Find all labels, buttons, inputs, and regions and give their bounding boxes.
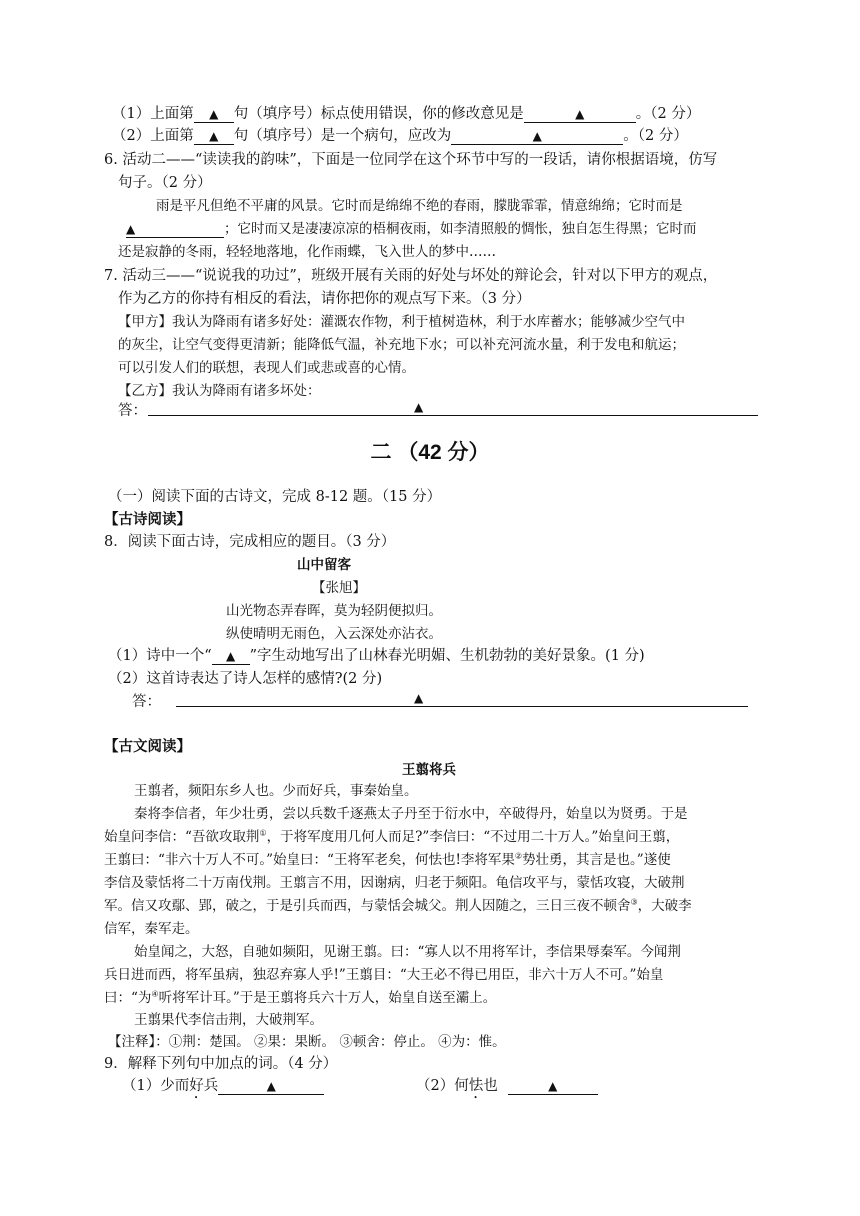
q7-jia-2: 的灰尘，让空气变得更清新；能降低气温，补充地下水；可以补充河流水量，利于发电和航运；	[118, 337, 685, 353]
poem-title: 山中留客	[297, 557, 351, 573]
q8-1-line: （1）诗中一个“ ▲ ”字生动地写出了山林春光明媚、生机勃勃的美好景象。(1 分)	[108, 648, 645, 664]
q6-line1: 6. 活动二——“读读我的韵味”，下面是一位同学在这个环节中写的一段话，请你根据语境，仿写	[104, 152, 718, 168]
q6-para-1: 雨是平凡但绝不平庸的风景。它时而是绵绵不绝的春雨，朦胧霏霏，情意绵绵；它时而是	[156, 198, 683, 214]
q9-1-blank[interactable]: ▲	[218, 1078, 324, 1095]
prose-line-1: 王翦者，频阳东乡人也。少而好兵，事秦始皇。	[134, 783, 418, 799]
poem-line-2: 纵使晴明无雨色，入云深处亦沾衣。	[226, 626, 442, 642]
q5-1-post: 。（2 分）	[635, 106, 701, 122]
prose-heading: 【古文阅读】	[104, 738, 191, 755]
q9-2-blank[interactable]: ▲	[508, 1078, 598, 1095]
q7-jia-1: 【甲方】我认为降雨有诸多好处：灌溉农作物，利于植树造林，利于水库蓄水；能够减少空气中	[118, 314, 685, 330]
q8-2-answer-mark: ▲	[414, 691, 424, 705]
q5-2-pre: （2）上面第	[112, 128, 194, 144]
q5-2-post: 。（2 分）	[623, 128, 688, 144]
q6-para-3: 还是寂静的冬雨，轻轻地落地，化作雨蝶，飞入世人的梦中……	[118, 244, 496, 260]
note-ref-4: ④	[151, 989, 159, 999]
q5-2-mid: 句（填序号）是一个病句，应改为	[233, 128, 452, 144]
q5-1-blank-fix[interactable]: ▲	[524, 106, 636, 123]
q7-line1: 7. 活动三——“说说我的功过”，班级开展有关雨的好处与坏处的辩论会，针对以下甲方的观点，	[104, 268, 718, 284]
q9-1-dotted-word: 好	[189, 1078, 204, 1094]
q5-2-blank-sentence[interactable]: ▲	[194, 128, 234, 145]
q8-2-answer-line[interactable]	[176, 706, 748, 707]
q9-line: 9．解释下列句中加点的词。（4 分）	[104, 1056, 338, 1072]
q7-answer-label: 答：	[118, 403, 147, 419]
q9-1-line: （1）少而好兵 ▲	[122, 1076, 324, 1102]
part2-intro: （一）阅读下面的古诗文，完成 8-12 题。（15 分）	[108, 489, 442, 505]
q8-2-line: （2）这首诗表达了诗人怎样的感情?(2 分)	[108, 671, 383, 687]
q6-line2: 句子。（2 分）	[118, 175, 212, 191]
prose-title: 王翦将兵	[402, 762, 456, 778]
q7-answer-line[interactable]	[148, 415, 758, 416]
poem-author: 【张旭】	[312, 580, 366, 596]
prose-line-7: 信军，秦军走。	[104, 921, 199, 937]
prose-line-9: 兵日进而西，将军虽病，独忍弃寡人乎!”王翦目：“大王必不得已用臣，非六十万人不可。”始皇	[104, 967, 664, 983]
q6-para-2: ▲ ；它时而又是凄凄凉凉的梧桐夜雨，如李清照般的惆怅，独自怎生得黑；它时而	[126, 221, 697, 237]
prose-line-4: 王翦曰：“非六十万人不可。”始皇曰：“王将军老矣，何怯也!李将军果②势壮勇，其言是也。”遂使	[104, 851, 671, 868]
q8-1-blank[interactable]: ▲	[212, 648, 250, 665]
q5-2-line	[112, 126, 688, 146]
q5-1-line	[112, 104, 700, 124]
prose-line-5: 李信及蒙恬将二十万南伐荆。王翦言不用，因谢病，归老于频阳。龟信攻平与，蒙恬攻寝，大破荆	[104, 875, 685, 891]
prose-line-11: 王翦果代李信击荆，大破荆军。	[134, 1012, 323, 1028]
q5-1-blank-sentence[interactable]: ▲	[194, 106, 234, 123]
q5-1-mid: 句（填序号）标点使用错误，你的修改意见是	[233, 106, 524, 122]
q7-jia-3: 可以引发人们的联想，表现人们或悲或喜的心情。	[118, 360, 415, 376]
prose-line-2: 秦将李信者，年少壮勇，尝以兵数千逐燕太子丹至于衍水中，卒破得丹，始皇以为贤勇。于是	[134, 806, 688, 822]
q7-answer-mark: ▲	[414, 400, 424, 414]
q9-2-line: （2）何怯也 ▲	[416, 1076, 598, 1102]
q5-1-pre: （1）上面第	[112, 106, 194, 122]
q5-2-blank-fix[interactable]: ▲	[451, 128, 623, 145]
note-ref-2: ②	[514, 851, 523, 861]
note-ref-3: ③	[630, 897, 638, 907]
q8-2-answer-label: 答：	[132, 694, 161, 710]
note-ref-1: ①	[259, 828, 267, 838]
q9-2-dotted-word: 怯	[468, 1078, 484, 1094]
prose-line-6: 军。信又攻鄢、郢，破之，于是引兵而西，与蒙恬会城父。荆人因随之，三日三夜不顿舍③，大破李	[104, 897, 692, 914]
section-title: 二 （42 分）	[370, 441, 490, 464]
q7-line2: 作为乙方的你持有相反的看法，请你把你的观点写下来。（3 分）	[118, 291, 531, 307]
q7-yi: 【乙方】我认为降雨有诸多坏处：	[118, 383, 321, 399]
prose-line-8: 始皇闻之，大怒，自驰如频阳，见谢王翦。曰：“寡人以不用将军计，李信果辱秦军。今闻荆	[134, 944, 681, 960]
prose-line-10: 曰：“为④听将军计耳。”于是王翦将兵六十万人，始皇自送至灞上。	[104, 989, 497, 1006]
poem-line-1: 山光物态弄春晖，莫为轻阴便拟归。	[226, 603, 442, 619]
notes: 【注释】：①荆：楚国。 ②果：果断。 ③顿舍：停止。 ④为：惟。	[108, 1034, 506, 1050]
q8-line: 8．阅读下面古诗，完成相应的题目。（3 分）	[104, 534, 396, 550]
poem-heading: 【古诗阅读】	[104, 511, 191, 528]
q6-imitation-blank[interactable]: ▲	[126, 221, 224, 238]
prose-line-3: 始皇问李信：“吾欲攻取荆①，于将军度用几何人而足?”李信曰：“不过用二十万人。”始皇问王翦，	[104, 828, 680, 845]
